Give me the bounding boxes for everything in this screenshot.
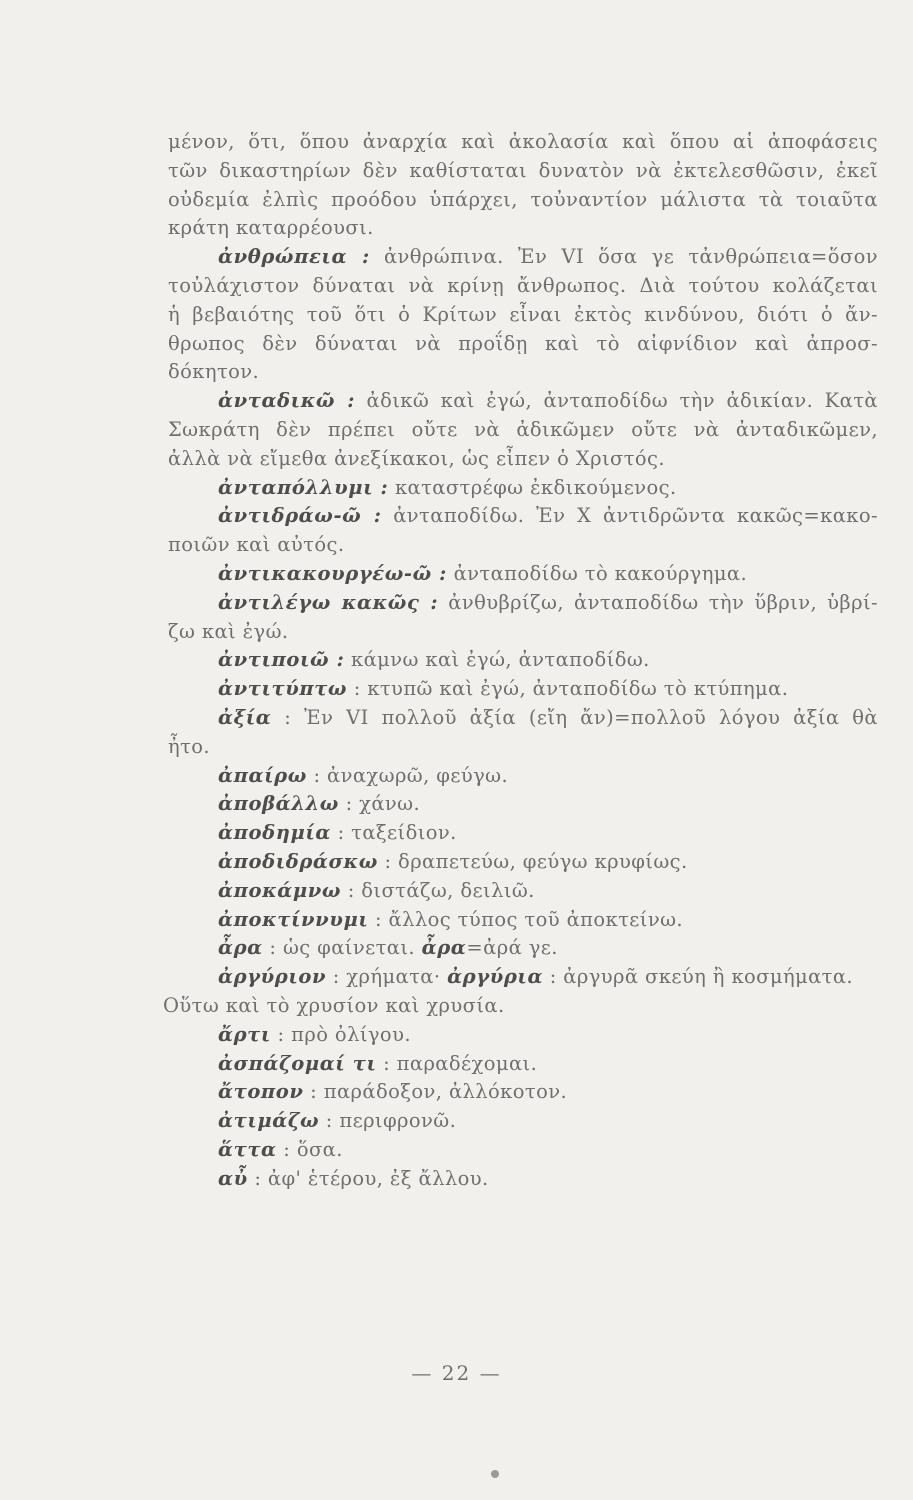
- entry-line: [168, 877, 878, 906]
- entry-line: [168, 646, 878, 675]
- entry-term: ἀντιδράω-ῶ :: [218, 504, 382, 528]
- entry-definition-secondary: : ἀργυρᾶ σκεύη ἢ κοσμήματα.: [549, 965, 854, 989]
- entry-line: [168, 906, 878, 935]
- text-line: οὐδεμία ἐλπὶς προόδου ὑπάρχει, τοὐναντίον μάλιστα τὰ τοιαῦτα: [168, 187, 878, 211]
- text-line: ἦτο.: [168, 734, 211, 758]
- entry-definition: κάμνω καὶ ἐγώ, ἀνταποδίδω.: [350, 648, 650, 672]
- text-line: ἀλλὰ νὰ εἴμεθα ἀνεξίκακοι, ὡς εἶπεν ὁ Χριστός.: [168, 446, 665, 470]
- entry-term: ἀνταδικῶ :: [218, 389, 356, 413]
- entry-line: [168, 589, 878, 618]
- text-line: τοὐλάχιστον δύναται νὰ κρίνῃ ἄνθρωπος. Διὰ τούτου κολάζεται: [168, 273, 878, 297]
- dictionary-page: [163, 128, 878, 1193]
- text-line: τῶν δικαστηρίων δὲν καθίσταται δυνατὸν νὰ ἐκτελεσθῶσιν, ἐκεῖ: [168, 158, 878, 182]
- entry-definition: : χρήματα·: [332, 965, 441, 989]
- entry-definition: ἀνθρώπινα. Ἐν VI ὅσα γε τἀνθρώπεια=ὅσον: [383, 245, 878, 269]
- entry-term: ἆρα: [218, 936, 263, 960]
- entry-term: ἀνταπόλλυμι :: [218, 475, 389, 499]
- entry-line: [168, 1165, 878, 1194]
- entry-definition: : περιφρονῶ.: [325, 1109, 457, 1133]
- entry-definition: : χάνω.: [345, 792, 421, 816]
- entry-term: ἀποβάλλω: [218, 792, 339, 816]
- entry-term: ἀντικακουργέω-ῶ :: [218, 561, 447, 585]
- entry-definition: : παράδοξον, ἀλλόκοτον.: [310, 1080, 568, 1104]
- entry-term: ἅττα: [218, 1137, 277, 1161]
- entry-definition: ἀδικῶ καὶ ἐγώ, ἀνταποδίδω τὴν ἀδικίαν. Κατὰ: [366, 389, 878, 413]
- entry-definition: : πρὸ ὀλίγου.: [277, 1022, 411, 1046]
- entry-line: [168, 675, 878, 704]
- entry-term: ἀντιτύπτω: [218, 677, 348, 701]
- entry-line: [168, 560, 878, 589]
- text-line: ζω καὶ ἐγώ.: [168, 619, 289, 643]
- entry-term-secondary: ἀργύρια: [447, 965, 544, 989]
- entry-term: ἀποδημία: [218, 821, 331, 845]
- entry-line: [168, 1107, 878, 1136]
- entry-definition: : δραπετεύω, φεύγω κρυφίως.: [384, 849, 688, 873]
- entry-term: ἀργύριον: [218, 965, 327, 989]
- entry-line: [168, 848, 878, 877]
- text-line: θρωπος δὲν δύναται νὰ προΐδῃ καὶ τὸ αἰφνίδιον καὶ ἀπροσ-: [168, 331, 878, 355]
- entry-term: αὖ: [218, 1166, 248, 1190]
- entry-term: ἀσπάζομαί τι: [218, 1051, 377, 1075]
- entry-term: ἀπαίρω: [218, 763, 307, 787]
- entry-term: ἀποκάμνω: [218, 878, 342, 902]
- entry-definition: : ἀφ' ἑτέρου, ἐξ ἄλλου.: [254, 1166, 489, 1190]
- entry-line: [168, 819, 878, 848]
- entry-definition: : ὅσα.: [283, 1137, 343, 1161]
- entry-line: [168, 1078, 878, 1107]
- text-line: μένον, ὅτι, ὅπου ἀναρχία καὶ ἀκολασία καὶ ὅπου αἱ ἀποφάσεις: [168, 130, 878, 153]
- entry-line: [168, 1021, 878, 1050]
- text-line: δόκητον.: [168, 360, 260, 384]
- entry-definition: : ἄλλος τύπος τοῦ ἀποκτείνω.: [374, 907, 683, 931]
- entry-definition: : διστάζω, δειλιῶ.: [347, 878, 535, 902]
- text-line: ἡ βεβαιότης τοῦ ὅτι ὁ Κρίτων εἶναι ἐκτὸς κινδύνου, διότι ὁ ἄν-: [168, 302, 878, 326]
- page-number: — 22 —: [411, 1361, 502, 1385]
- entry-line: [168, 790, 878, 819]
- entry-definition: ἀνταποδίδω τὸ κακούργημα.: [453, 561, 748, 585]
- entry-line: [168, 1050, 878, 1079]
- entry-line: [168, 963, 878, 992]
- entry-term: ἄτοπον: [218, 1080, 304, 1104]
- entry-definition: : ταξείδιον.: [337, 821, 457, 845]
- entry-definition: : ἀναχωρῶ, φεύγω.: [313, 763, 509, 787]
- text-line: Οὕτω καὶ τὸ χρυσίον καὶ χρυσία.: [163, 993, 505, 1017]
- entry-definition: : Ἐν VI πολλοῦ ἀξία (εἴη ἄν)=πολλοῦ λόγου ἀξία θὰ: [284, 705, 878, 729]
- entry-term: ἀντιλέγω κακῶς :: [218, 590, 439, 614]
- entry-definition: ἀνταποδίδω. Ἐν X ἀντιδρῶντα κακῶς=κακο-: [393, 504, 878, 528]
- entry-line: [168, 387, 878, 416]
- entry-line: [168, 762, 878, 791]
- entry-definition: : παραδέχομαι.: [383, 1051, 538, 1075]
- ink-speck: [491, 1470, 499, 1478]
- entry-term: ἀποκτίννυμι: [218, 907, 369, 931]
- entry-term: ἀντιποιῶ :: [218, 648, 345, 672]
- entry-term: ἀποδιδράσκω: [218, 849, 378, 873]
- entry-term: ἄρτι: [218, 1022, 271, 1046]
- entry-definition: ἀνθυβρίζω, ἀνταποδίδω τὴν ὕβριν, ὑβρί-: [448, 590, 878, 614]
- entry-definition-secondary: =ἀρά γε.: [466, 936, 558, 960]
- entry-term: ἀξία: [218, 705, 272, 729]
- entry-line: [168, 474, 878, 503]
- entry-line: [168, 1136, 878, 1165]
- entry-line: [168, 934, 878, 963]
- entry-definition: : κτυπῶ καὶ ἐγώ, ἀνταποδίδω τὸ κτύπημα.: [353, 677, 789, 701]
- entry-definition: : ὡς φαίνεται.: [269, 936, 416, 960]
- entry-line: [168, 704, 878, 733]
- entry-line: [168, 502, 878, 531]
- entry-term: ἀνθρώπεια :: [218, 245, 370, 269]
- text-line: ποιῶν καὶ αὐτός.: [168, 533, 345, 557]
- text-line: Σωκράτη δὲν πρέπει οὔτε νὰ ἀδικῶμεν οὔτε νὰ ἀνταδικῶμεν,: [168, 417, 878, 441]
- text-line: κράτη καταρρέουσι.: [168, 216, 374, 240]
- entry-line: [168, 243, 878, 272]
- entry-term-secondary: ἆρα: [421, 936, 467, 960]
- entry-definition: καταστρέφω ἐκδικούμενος.: [394, 475, 677, 499]
- entry-term: ἀτιμάζω: [218, 1109, 320, 1133]
